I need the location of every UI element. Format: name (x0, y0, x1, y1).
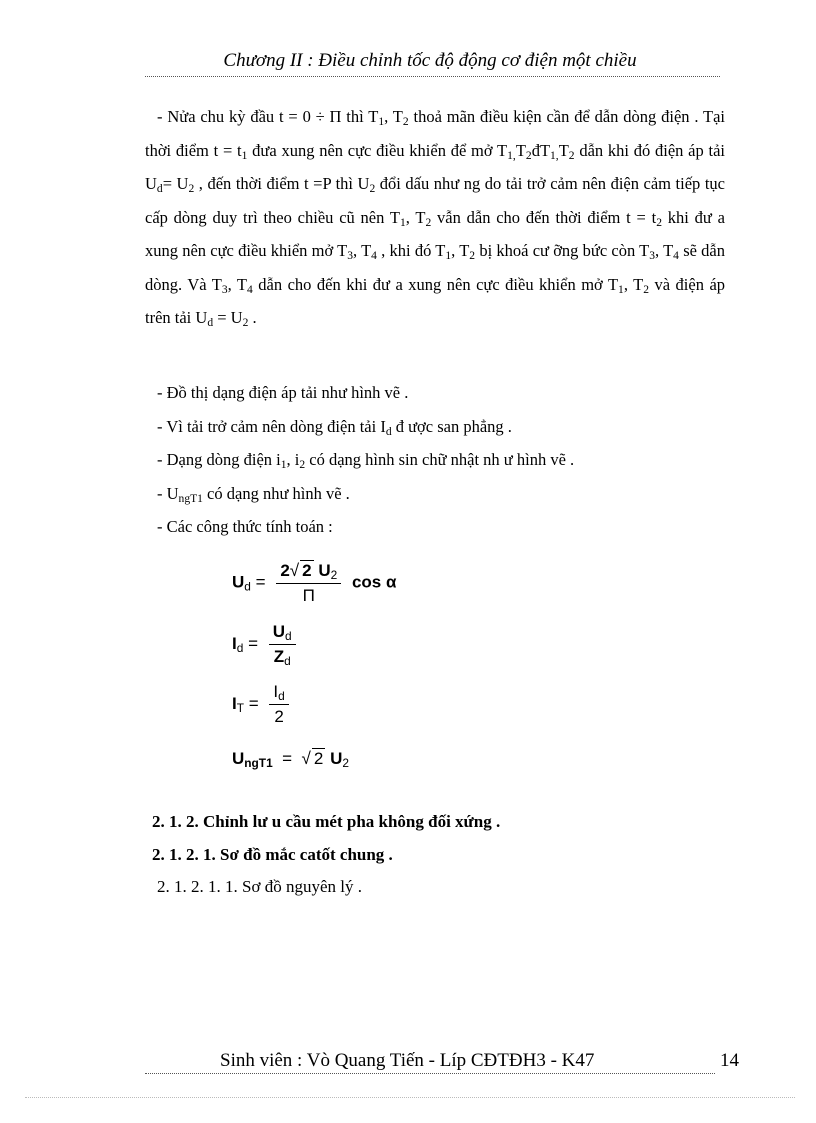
formula-id: $I_d$ = $\frac{U_d}{Z_d}$ (232, 622, 302, 667)
page-edge-line (25, 1097, 795, 1098)
bullet-item: - $U_{ngT1}$ có dạng như hình vẽ . (157, 483, 350, 505)
bullet-item: - Dạng dòng điện $i_1$, $i_2$ có dạng hình sin chữ nhật nh ư hình vẽ . (157, 450, 575, 471)
formula-it: $I_T$ = $\frac{I_d}{2}$ (232, 682, 295, 727)
page-header: Chương II : Điều chỉnh tốc độ động cơ điện một chiều (223, 50, 637, 71)
section-heading: 2. 1. 2. Chỉnh lư u cầu mét pha không đối xứng . (152, 812, 501, 831)
subsubsection-heading: 2. 1. 2. 1. 1. Sơ đồ nguyên lý . (157, 877, 362, 896)
formula-ungt1: $U_{ngT1}$ = √ 2 $U_2$ (232, 749, 349, 770)
footer-divider (145, 1073, 715, 1074)
bullet-item: - Vì tải trở cảm nên dòng điện tải $I_d$ đ ược san phẳng . (157, 416, 512, 438)
bullet-list (157, 376, 574, 544)
bullet-item: - Các công thức tính toán : (157, 517, 333, 536)
body-paragraph: - Nửa chu kỳ đầu t = 0 ÷ Π thì $T_1$, $T_2$ thoả mãn điều kiện cần để dẫn dòng điện . Tại thời điểm $t = t_1$ đưa xung nên cực điều khiển để mở $T_{1,}T_2đT_{1,}T_2$ dẫn khi đó điện áp tải $U_d= U_2$ , đến thời điểm t =P thì $U_2$ đổi dấu như ng do tải trở cảm nên điện cảm tiếp tục cấp dòng duy trì theo chiều cũ nên $T_1$, $T_2$ vẫn dẫn cho đến thời điểm $t = t_2$ khi đư a xung nên cực điều khiển mở $T_3$, $T_4$ , khi đó $T_1$, $T_2$ bị khoá cư ỡng bức còn $T_3$, $T_4$ sẽ dẫn dòng. Và $T_3$, $T_4$ dẫn cho đến khi đư a xung nên cực điều khiển mở $T_1$, $T_2$ và điện áp trên tải $U_d = U_2$ . (145, 107, 726, 329)
page-number: 14 (720, 1050, 739, 1071)
header-divider (145, 76, 720, 77)
page-footer: Sinh viên : Vò Quang Tiến - Líp CĐTĐH3 - K47 (220, 1050, 595, 1071)
bullet-item: - Đồ thị dạng điện áp tải như hình vẽ . (157, 383, 409, 402)
formula-ud: $U_d$ = $\frac{2√ 2 U_2}{\Pi}$ cos α (232, 561, 397, 605)
subsection-heading: 2. 1. 2. 1. Sơ đồ mắc catốt chung . (152, 845, 393, 864)
